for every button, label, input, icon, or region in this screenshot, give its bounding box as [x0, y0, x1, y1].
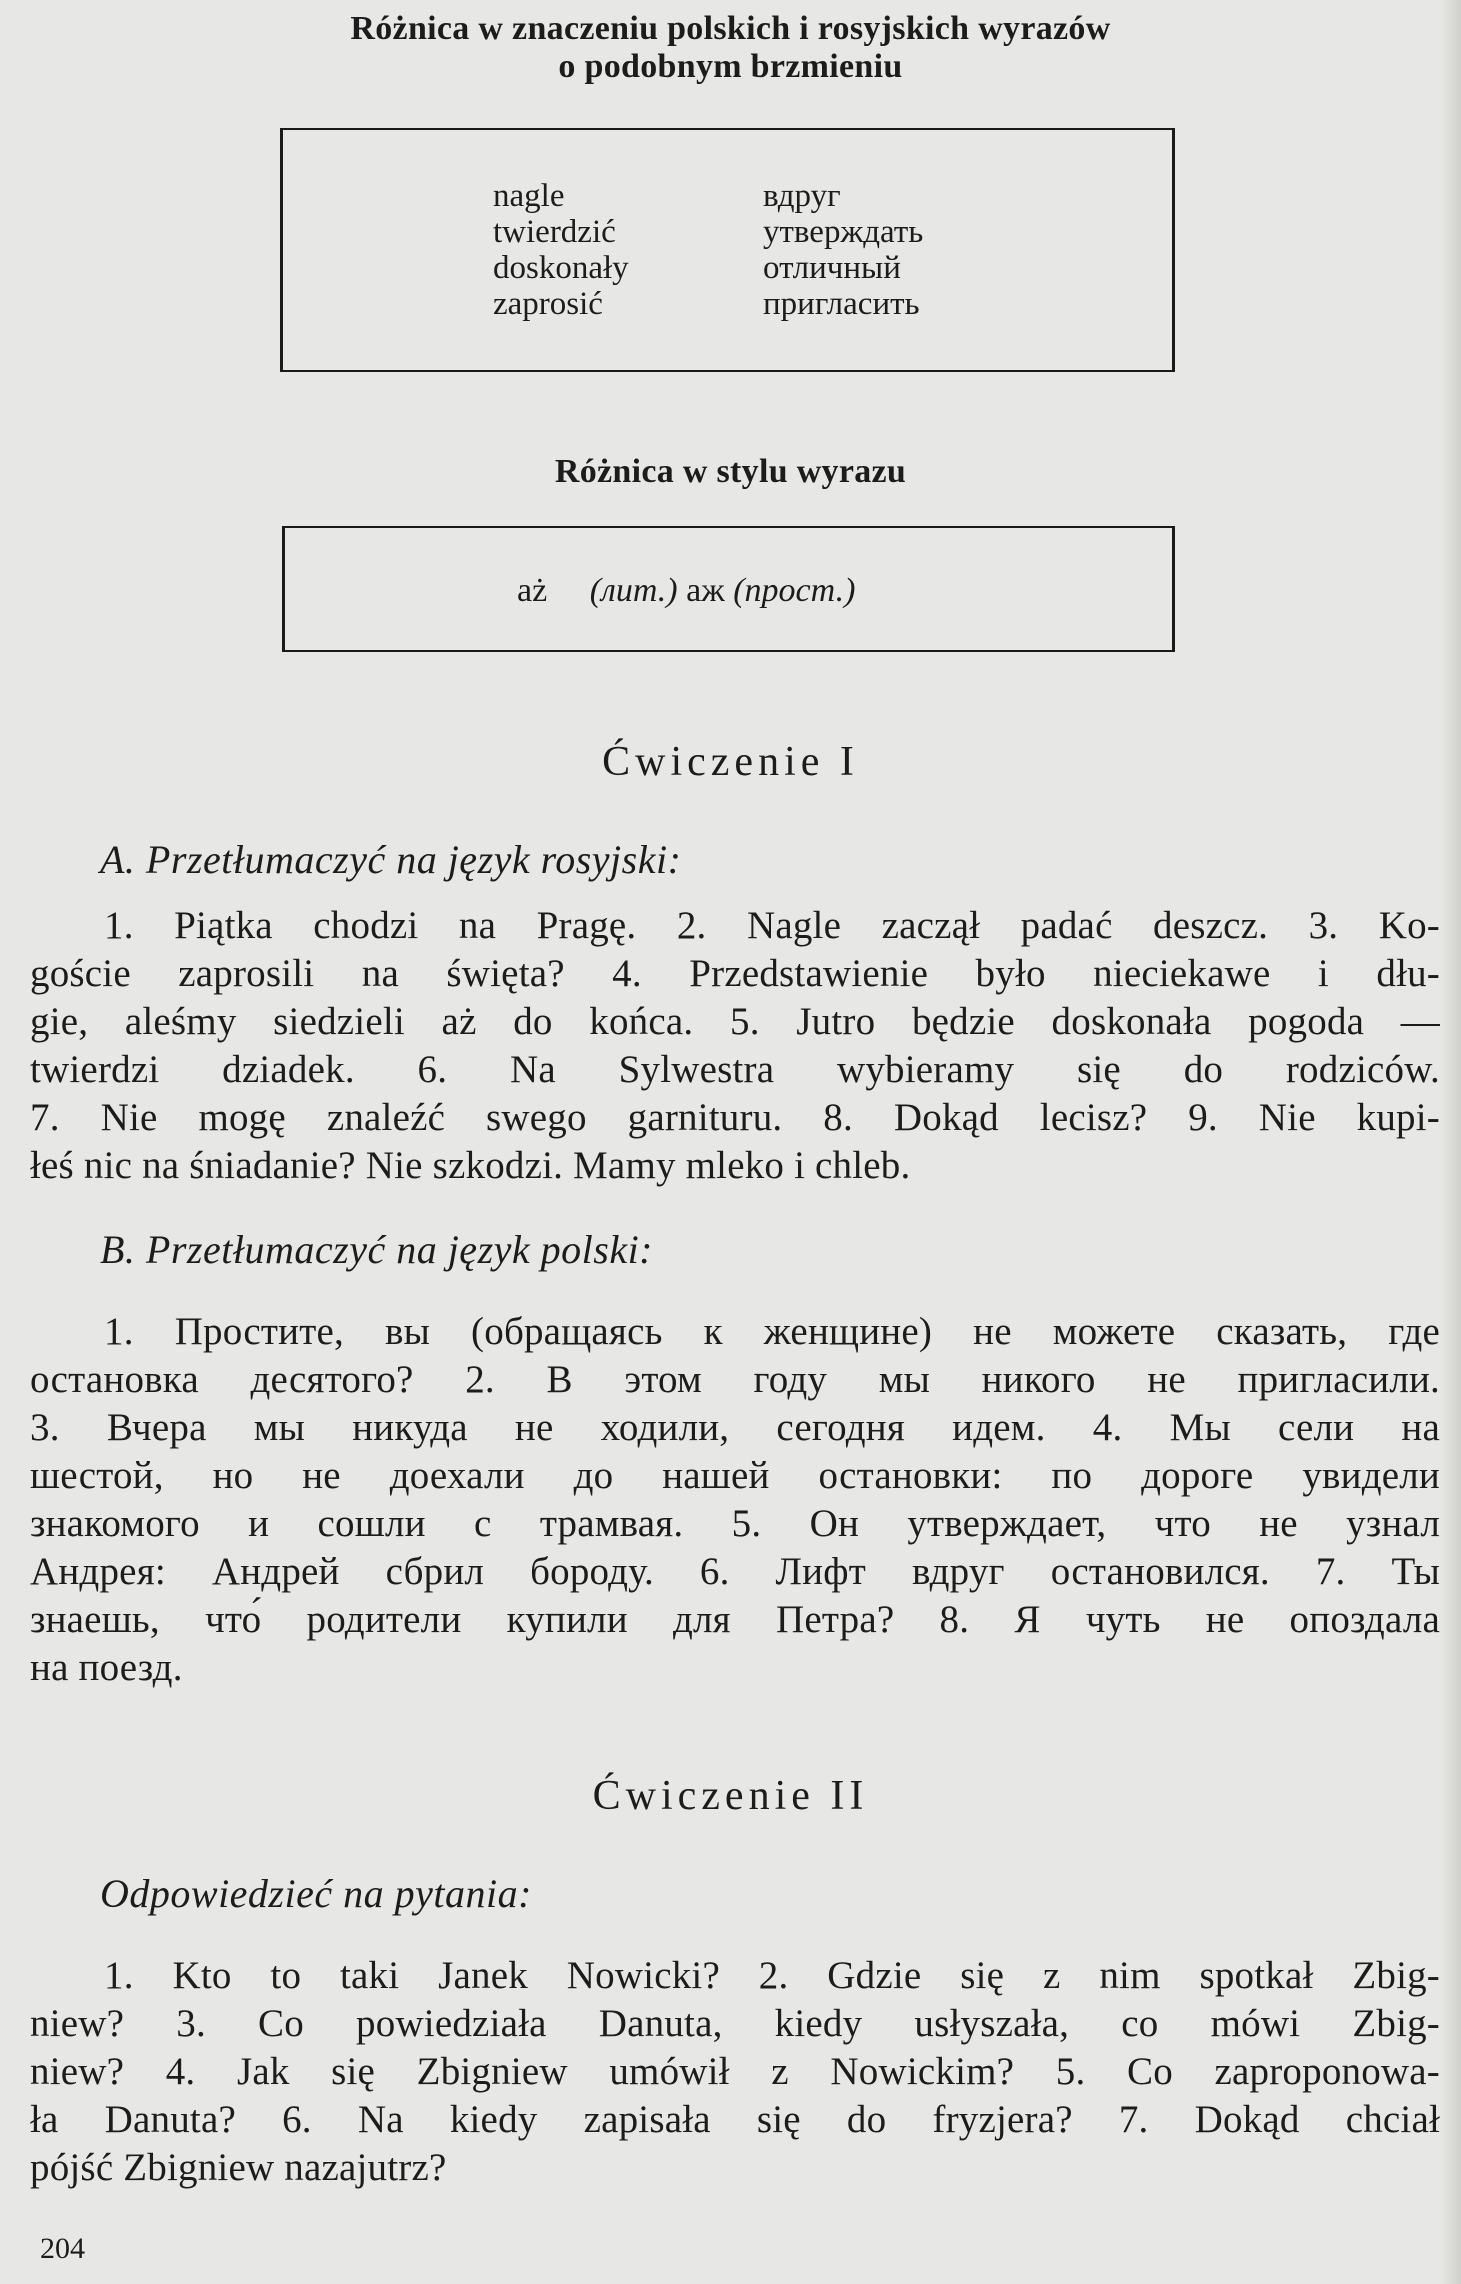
russian-word: отличный — [763, 250, 901, 286]
text-line: остановка десятого? 2. В этом году мы никого не пригласили. — [30, 1358, 1440, 1401]
text-line: на поезд. — [30, 1646, 183, 1689]
text-line: goście zaprosili na święta? 4. Przedstawienie było nieciekawe i dłu- — [30, 952, 1440, 995]
text-line: Андрея: Андрей сбрил бороду. 6. Лифт вдруг остановился. 7. Ты — [30, 1550, 1440, 1593]
polish-word: doskonały — [493, 250, 629, 286]
exercise-2-title: Ćwiczenie II — [592, 1773, 869, 1819]
exercise-1b-instruction: B. Przetłumaczyć na język polski: — [100, 1227, 654, 1272]
style-word-pl: aż — [517, 572, 548, 609]
exercise-1b-text — [30, 1308, 1440, 1692]
polish-word: zaprosić — [493, 286, 603, 322]
text-line: gie, aleśmy siedzieli aż do końca. 5. Jutro będzie doskonała pogoda — — [30, 1000, 1440, 1043]
text-line: 1. Piątka chodzi na Pragę. 2. Nagle zaczął padać deszcz. 3. Ko- — [104, 904, 1440, 947]
russian-word: пригласить — [763, 286, 920, 322]
polish-words-column — [493, 178, 629, 322]
text-line: шестой, но не доехали до нашей остановки: по дороге увидели — [30, 1454, 1440, 1497]
text-line: ła Danuta? 6. Na kiedy zapisała się do fryzjera? 7. Dokąd chciał — [30, 2098, 1440, 2141]
text-line: знаешь, что́ родители купили для Петра? 8. Я чуть не опоздала — [30, 1598, 1440, 1641]
text-line: łeś nic na śniadanie? Nie szkodzi. Mamy mleko i chleb. — [30, 1144, 911, 1187]
text-line: знакомого и сошли с трамвая. 5. Он утверждает, что не узнал — [30, 1502, 1440, 1545]
vocabulary-box — [280, 128, 1175, 372]
russian-words-column — [763, 178, 923, 322]
text-line: twierdzi dziadek. 6. Na Sylwestra wybieramy się do rodziców. — [30, 1048, 1440, 1091]
heading-meaning-difference — [0, 10, 1461, 86]
page-edge-shadow — [1441, 0, 1461, 2284]
russian-word: вдруг — [763, 178, 841, 214]
polish-word: twierdzić — [493, 214, 616, 250]
exercise-2-instruction: Odpowiedzieć na pytania: — [100, 1871, 532, 1916]
exercise-1a-instruction: A. Przetłumaczyć na język rosyjski: — [100, 837, 682, 882]
polish-word: nagle — [493, 178, 565, 214]
style-label-prost: (прост.) — [733, 572, 856, 609]
exercise-2-text — [30, 1952, 1440, 2192]
text-line: 1. Простите, вы (обращаясь к женщине) не можете сказать, где — [104, 1310, 1440, 1353]
style-word-ru: аж — [686, 572, 725, 609]
style-label-lit: (лит.) — [589, 572, 678, 609]
text-line: niew? 4. Jak się Zbigniew umówił z Nowickim? 5. Co zaproponowa- — [30, 2050, 1440, 2093]
russian-word: утверждать — [763, 214, 924, 250]
text-line: pójść Zbigniew nazajutrz? — [30, 2146, 447, 2189]
exercise-1-title: Ćwiczenie I — [602, 739, 859, 785]
text-line: 3. Вчера мы никуда не ходили, сегодня идем. 4. Мы сели на — [30, 1406, 1440, 1449]
heading-line-2: o podobnym brzmieniu — [558, 48, 903, 85]
exercise-1a-text — [30, 902, 1440, 1190]
heading-line-1: Różnica w znaczeniu polskich i rosyjskich wyrazów — [350, 10, 1111, 47]
text-line: 7. Nie mogę znaleźć swego garnituru. 8. Dokąd lecisz? 9. Nie kupi- — [30, 1096, 1440, 1139]
heading-style-difference: Różnica w stylu wyrazu — [554, 453, 907, 490]
text-line: niew? 3. Co powiedziała Danuta, kiedy usłyszała, co mówi Zbig- — [30, 2002, 1440, 2045]
style-example — [517, 572, 855, 610]
page-number: 204 — [40, 2232, 85, 2265]
text-line: 1. Kto to taki Janek Nowicki? 2. Gdzie się z nim spotkał Zbig- — [104, 1954, 1440, 1997]
style-box — [282, 526, 1175, 652]
